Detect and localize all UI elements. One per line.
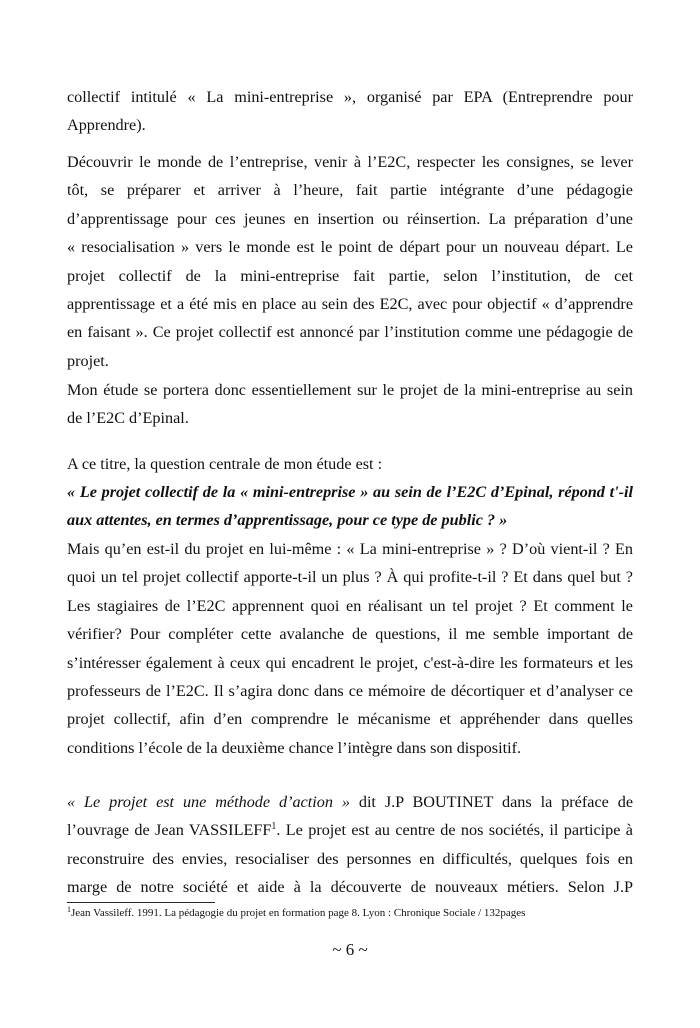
text-line: d’apprentissage pour ces jeunes en insertion ou réinsertion. La préparation d’une [67, 209, 633, 228]
text-line: collectif intitulé « La mini-entreprise », organisé par EPA (Entreprendre pour [67, 88, 633, 106]
text-line: projet. [67, 351, 109, 370]
text-line: professeurs de l’E2C. Il s’agira donc dans ce mémoire de décortiquer et d’analyser ce [67, 682, 633, 701]
footnote [67, 906, 525, 920]
central-question [67, 478, 633, 535]
text-line: quoi un tel projet collectif apporte-t-il un plus ? À qui profite-t-il ? Et dans quel but ? [67, 568, 633, 587]
text-line: de l’E2C d’Epinal. [67, 409, 189, 428]
page-number: ~ 6 ~ [332, 940, 368, 959]
text-line: Découvrir le monde de l’entreprise, venir à l’E2C, respecter les consignes, se lever [67, 153, 633, 171]
text-line: apprentissage et a été mis en place au sein des E2C, avec pour objectif « d’apprendre [67, 295, 633, 314]
text-line: Les stagiaires de l’E2C apprennent quoi en réalisant un tel projet ? Et comment le [67, 596, 633, 615]
text-line: conditions l’école de la deuxième chance l’intègre dans son dispositif. [67, 738, 522, 757]
text-line: A ce titre, la question centrale de mon étude est : [67, 455, 383, 473]
text-line: Apprendre). [67, 116, 146, 135]
paragraph-boutinet-quote [67, 788, 633, 902]
text-line: Mon étude se portera donc essentiellement sur le projet de la mini-entreprise au sein [67, 381, 633, 399]
paragraph-question-intro [67, 450, 633, 478]
text-line: projet collectif, afin d’en comprendre le mécanisme et appréhender dans quelles [67, 710, 633, 729]
text-line: marge de notre société et aide à la découverte de nouveaux métiers. Selon J.P [67, 878, 633, 897]
text-line: tôt, se préparer et arriver à l’heure, fait partie intégrante d’une pédagogie [67, 181, 633, 200]
text-fragment: l’ouvrage de Jean VASSILEFF [67, 821, 272, 840]
text-line: en faisant ». Ce projet collectif est annoncé par l’institution comme une pédagogie de [67, 323, 633, 342]
text-line: « resocialisation » vers le monde est le point de départ pour un nouveau départ. Le [67, 238, 633, 257]
text-line: vérifier? Pour compléter cette avalanche de questions, il me semble important de [67, 625, 633, 644]
text-line [67, 788, 633, 816]
footnote-text: Jean Vassileff. 1991. La pédagogie du projet en formation page 8. Lyon : Chronique Sociale / 132pages [71, 907, 526, 919]
text-line: s’intéresser également à ceux qui encadrent le projet, c'est-à-dire les formateurs et les [67, 653, 633, 672]
text-line: Mais qu’en est-il du projet en lui-même : « La mini-entreprise » ? D’où vient-il ? En [67, 540, 633, 558]
text-line: projet collectif de la mini-entreprise fait partie, selon l’institution, de cet [67, 266, 633, 285]
text-line: reconstruire des envies, resocialiser des personnes en difficultés, quelques fois en [67, 849, 633, 868]
paragraph-context [67, 148, 633, 375]
footnote-number: 1 [67, 905, 71, 914]
text-fragment: . Le projet est au centre de nos sociétés, il participe à [276, 821, 633, 840]
text-line: aux attentes, en termes d’apprentissage, pour ce type de public ? » [67, 511, 508, 530]
text-line: « Le projet collectif de la « mini-entreprise » au sein de l’E2C d’Epinal, répond t'-il [67, 483, 633, 501]
footnote-reference[interactable]: 1 [271, 821, 277, 833]
quote-attribution: dit J.P BOUTINET dans la préface de [349, 793, 634, 811]
footnote-separator [67, 902, 215, 903]
paragraph-intro [67, 83, 633, 140]
text-line [67, 816, 633, 844]
paragraph-questions [67, 535, 633, 762]
paragraph-study-scope [67, 376, 633, 433]
quote-text: « Le projet est une méthode d’action » [67, 793, 350, 811]
